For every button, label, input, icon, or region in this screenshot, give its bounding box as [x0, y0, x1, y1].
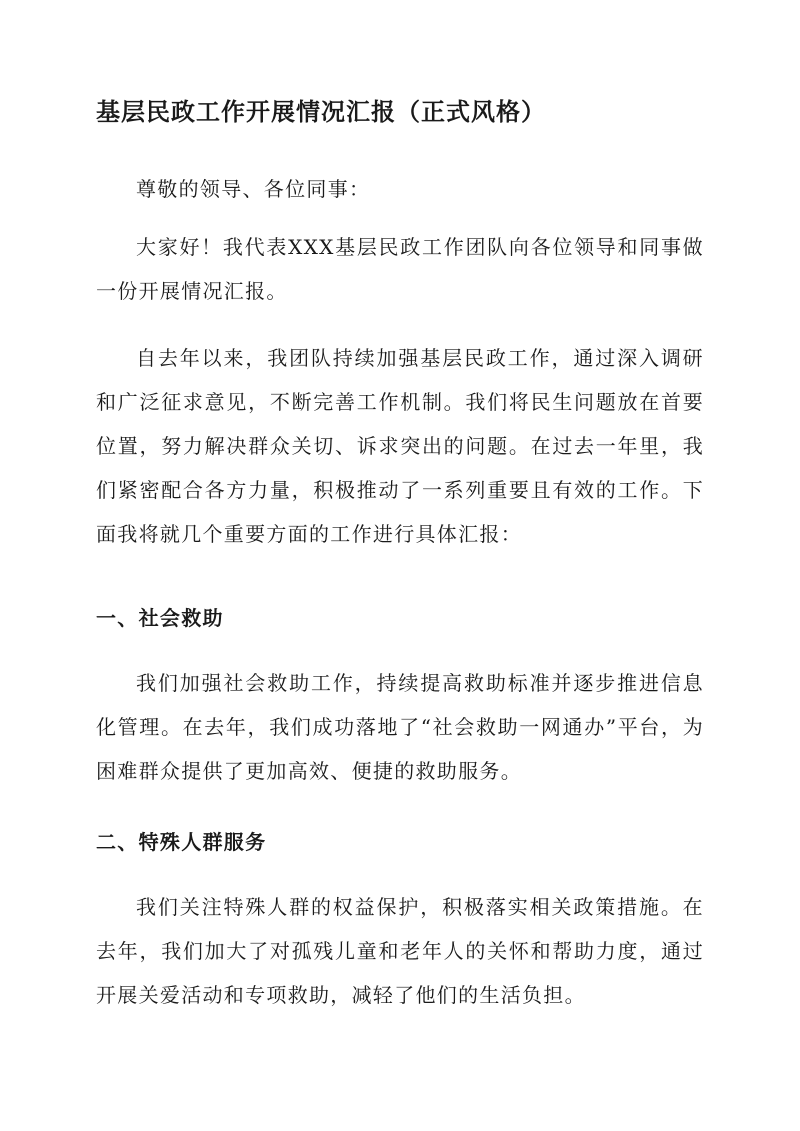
- section-body-social-assistance: 我们加强社会救助工作，持续提高救助标准并逐步推进信息化管理。在去年，我们成功落地了“社会救助一网通办”平台，为困难群众提供了更加高效、便捷的救助服务。: [96, 671, 704, 783]
- salutation: 尊敬的领导、各位同事：: [136, 177, 371, 201]
- section-body-special-groups: 我们关注特殊人群的权益保护，积极落实相关政策措施。在去年，我们加大了对孤残儿童和老年人的关怀和帮助力度，通过开展关爱活动和专项救助，减轻了他们的生活负担。: [96, 895, 704, 1007]
- section-heading-special-groups: 二、特殊人群服务: [96, 830, 267, 854]
- overview-paragraph: 自去年以来，我团队持续加强基层民政工作，通过深入调研和广泛征求意见，不断完善工作机制。我们将民生问题放在首要位置，努力解决群众关切、诉求突出的问题。在过去一年里，我们紧密配合各方力量，积极推动了一系列重要且有效的工作。下面我将就几个重要方面的工作进行具体汇报：: [96, 346, 704, 546]
- section-heading-social-assistance: 一、社会救助: [96, 606, 224, 630]
- intro-paragraph: 大家好！我代表XXX基层民政工作团队向各位领导和同事做一份开展情况汇报。: [96, 235, 704, 303]
- document-title: 基层民政工作开展情况汇报（正式风格）: [96, 97, 546, 126]
